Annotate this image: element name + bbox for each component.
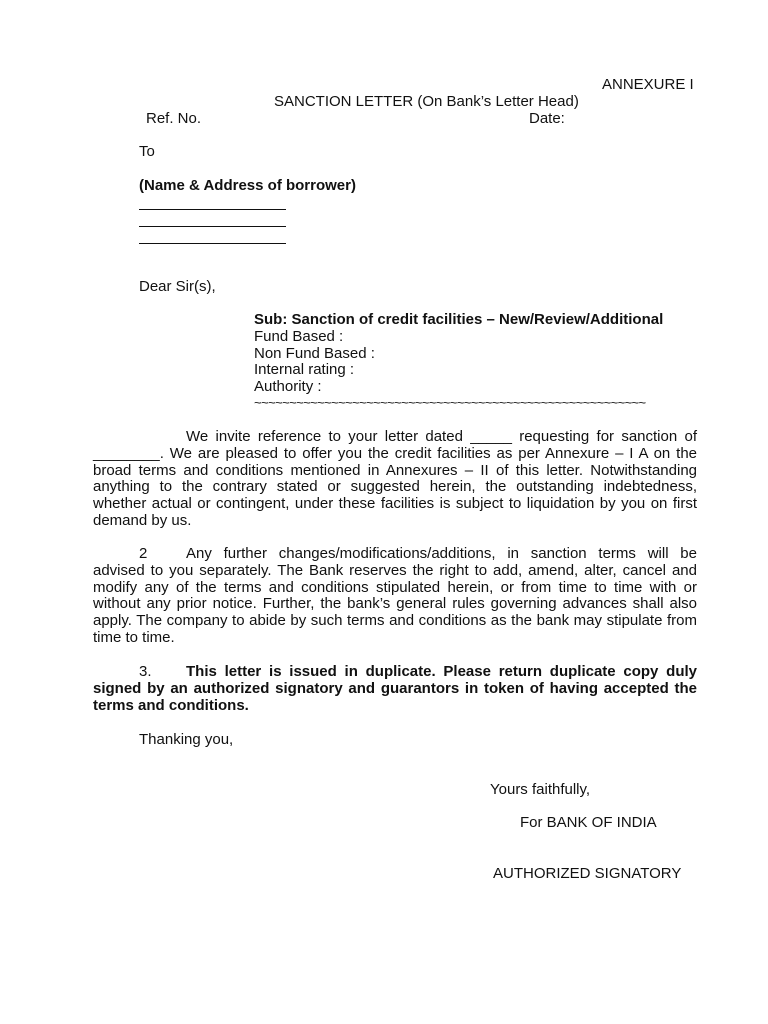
non-fund-based-label: Non Fund Based : xyxy=(254,345,375,362)
subject-line: Sub: Sanction of credit facilities – New/Review/Additional xyxy=(254,311,664,328)
paragraph-2-number: 2 xyxy=(139,545,148,562)
paragraph-3 xyxy=(93,664,697,714)
for-bank-of-india: For BANK OF INDIA xyxy=(520,814,657,831)
salutation: Dear Sir(s), xyxy=(139,278,216,295)
paragraph-1: We invite reference to your letter dated _____ requesting for sanction of ________. We are pleased to offer you the credit facilities as per Annexure – I A on the broad terms and conditions mentioned in Annexures – II of this letter. Notwithstanding anything to the contrary stated or suggested herein, the outstanding indebtedness, whether actual or contingent, under these facilities is subject to liquidation by you on first demand by us. xyxy=(93,428,697,529)
annexure-label: ANNEXURE I xyxy=(602,76,694,93)
to-label: To xyxy=(139,143,155,160)
paragraph-2-text: Any further changes/modifications/additions, in sanction terms will be advised to you separately. The Bank reserves the right to add, amend, alter, cancel and modify any of the terms and conditions stipulated herein, or from time to time with or without any prior notice. Further, the bank’s general rules governing advances shall also apply. The company to abide by such terms and conditions as the bank may stipulate from time to time. xyxy=(93,545,697,646)
address-blank-line xyxy=(139,209,286,210)
authority-label: Authority : xyxy=(254,378,322,395)
ref-no-label: Ref. No. xyxy=(146,110,202,127)
yours-faithfully: Yours faithfully, xyxy=(490,781,591,798)
internal-rating-label: Internal rating : xyxy=(254,361,355,378)
thanking-you: Thanking you, xyxy=(139,731,234,748)
letter-title: SANCTION LETTER (On Bank’s Letter Head) xyxy=(274,93,579,110)
address-blank-line xyxy=(139,226,286,227)
authorized-signatory: AUTHORIZED SIGNATORY xyxy=(493,865,682,882)
paragraph-3-text: This letter is issued in duplicate. Please return duplicate copy duly signed by an authorized signatory and guarantors in token of having accepted the terms and conditions. xyxy=(93,663,697,714)
date-label: Date: xyxy=(529,110,565,127)
paragraph-2 xyxy=(93,546,697,647)
tilde-rule: ~~~~~~~~~~~~~~~~~~~~~~~~~~~~~~~~~~~~~~~~~~~~~~~~~~~~~~~~ xyxy=(254,395,646,410)
paragraph-3-number: 3. xyxy=(139,663,152,680)
borrower-name-address-label: (Name & Address of borrower) xyxy=(139,177,356,194)
fund-based-label: Fund Based : xyxy=(254,328,344,345)
address-blank-line xyxy=(139,243,286,244)
